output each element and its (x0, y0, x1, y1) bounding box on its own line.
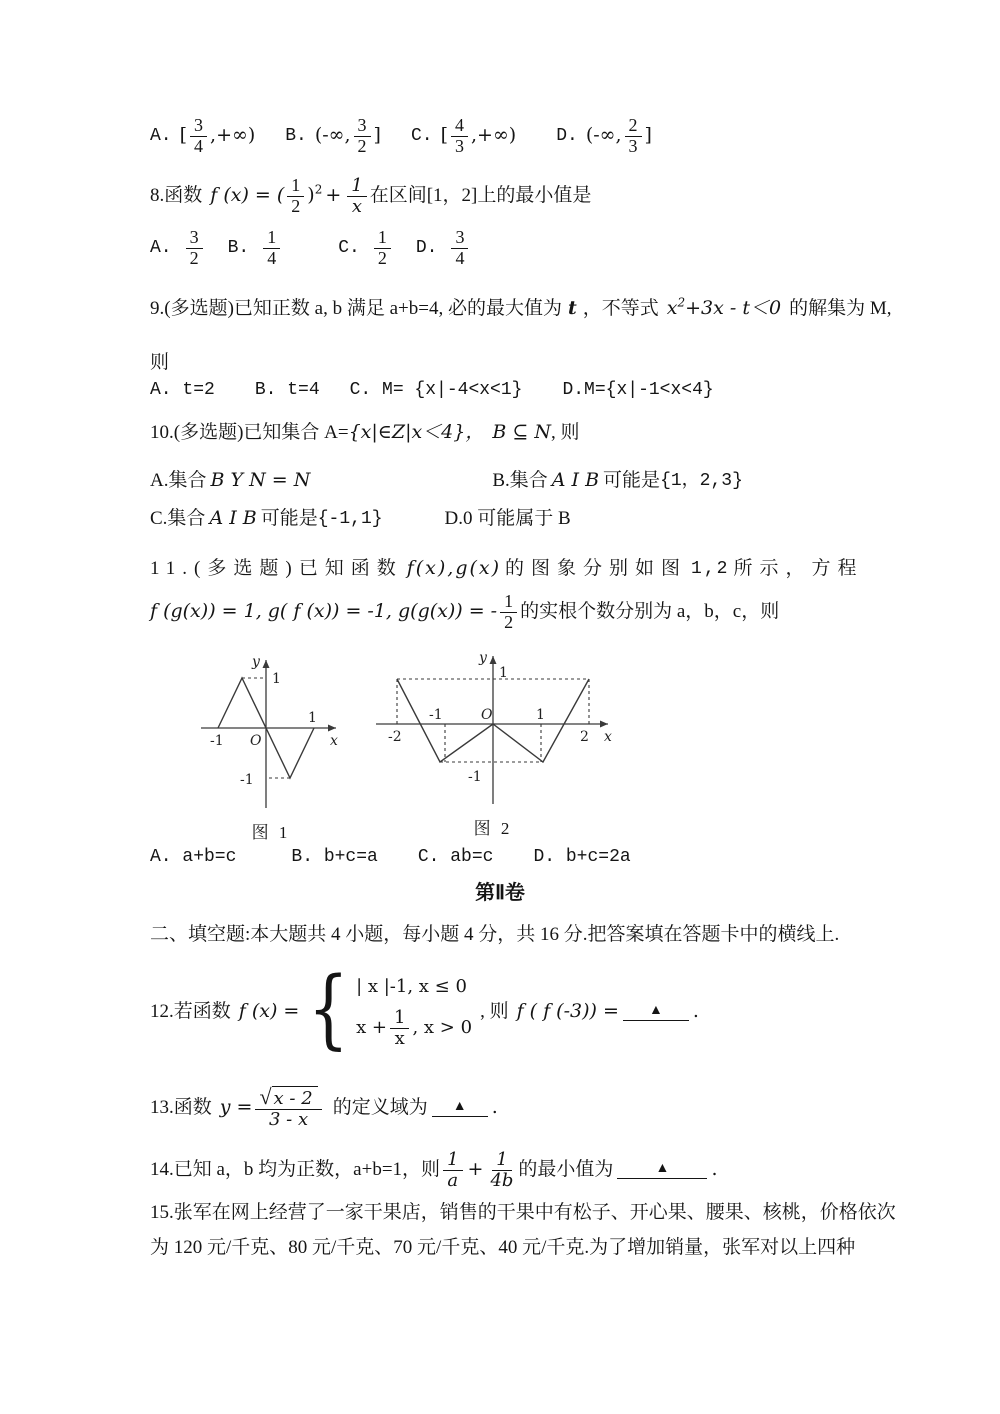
q7-option-b (285, 116, 381, 157)
fig2-xtick-m2: -2 (388, 729, 402, 745)
fig1-ytick-m1: -1 (240, 772, 254, 788)
fig2-ytick-1: 1 (499, 665, 508, 681)
q7-option-d-open: (-∞, (585, 124, 622, 147)
q7-option-d-fraction: $\frac{2}{3}$ (625, 116, 642, 157)
q10-option-a-math: B Y N = N (210, 469, 311, 491)
q8-stem-text1: 8.函数 (150, 185, 203, 207)
q8-fraction-1x: $\frac{1}{x}$ (347, 176, 366, 217)
q13-fraction: √ x - 2 3 - x (255, 1086, 321, 1130)
q9-stem-text2: ，不等式 (582, 298, 659, 319)
q14-stem (150, 1142, 717, 1198)
figure-1 (196, 650, 346, 843)
fig2-xtick-2: 2 (580, 729, 589, 745)
q7-option-c (411, 116, 516, 157)
figure-1-caption: 图 1 (251, 823, 291, 842)
q11-option-b: B. b+c=a (291, 847, 378, 867)
section2-intro: 二、填空题:本大题共 4 小题，每小题 4 分，共 16 分.把答案填在答题卡中的横线上. (150, 924, 840, 945)
q10-options-row2 (150, 506, 571, 532)
q8-fx: f (x) = ( (210, 184, 285, 207)
q7-option-b-close: ] (373, 124, 381, 147)
q9-t-var: t (567, 297, 577, 319)
fig2-y-arrow (490, 656, 497, 664)
q8-options-row (150, 228, 471, 269)
figure-2 (368, 646, 618, 839)
fig2-xtick-1: 1 (536, 707, 545, 723)
fig2-origin-label: O (481, 707, 493, 723)
q12-case2: x + $\frac{1}{x}$ , x > 0 (356, 1007, 473, 1050)
q7-option-a-fraction: $\frac{3}{4}$ (190, 116, 207, 157)
q8-close-paren: )$^2$ (307, 183, 323, 207)
fig2-ytick-m1: -1 (468, 769, 482, 785)
q7-option-a (150, 116, 255, 157)
q7-option-d-label: D. (556, 126, 578, 147)
q7-option-d-close: ] (644, 124, 652, 147)
q14-stem-text2: 的最小值为 (518, 1159, 614, 1181)
figure-1-plot (196, 650, 346, 815)
q7-option-b-label: B. (285, 126, 307, 147)
fig1-origin-label: O (250, 733, 262, 749)
fig1-xtick-1: 1 (308, 710, 317, 726)
q8-option-a-label: A. (150, 238, 172, 259)
q8-option-d-fraction: $\frac{3}{4}$ (451, 228, 468, 269)
q9-then: 则 (150, 352, 170, 373)
q11-stem-text2: 的图象分别如图 (505, 558, 688, 579)
fig2-y-axis-label: y (479, 650, 487, 666)
q10-option-d: D.0 可能属于 B (444, 508, 571, 529)
q10-stem-text2: , 则 (550, 422, 580, 443)
q12-period: . (692, 1000, 699, 1023)
q8-fraction-half: $\frac{1}{2}$ (287, 176, 304, 217)
q8-option-c-fraction: $\frac{1}{2}$ (374, 228, 391, 269)
q13-period: . (491, 1096, 498, 1119)
figure-2-plot (368, 646, 618, 811)
q13-radical: √ x - 2 (259, 1086, 317, 1109)
q7-option-d (556, 116, 652, 157)
q11-stem-text3: 所示，方程 (733, 558, 864, 579)
q11-fig-numbers: 1,2 (691, 558, 730, 579)
q12-answer-blank: ▲ (623, 1004, 689, 1021)
q11-option-a: A. a+b=c (150, 847, 237, 867)
q14-plus: + (467, 1158, 484, 1181)
q10-option-c-label: C.集合 (150, 508, 206, 529)
q11-fraction-half: $\frac{1}{2}$ (500, 592, 517, 633)
q13-stem-text2: 的定义域为 (332, 1097, 428, 1119)
q12-case1: | x |-1, x ≤ 0 (356, 976, 467, 998)
q11-equations: f (g(x)) = 1, g( f (x)) = -1, g(g(x)) = - (150, 600, 498, 623)
q10-stem-text1: 10.(多选题)已知集合 A= (150, 422, 349, 443)
q12-brace: { (308, 959, 350, 1060)
q7-option-c-close: ,+∞) (471, 124, 517, 147)
q11-options-row (150, 845, 631, 869)
q9-option-c: C. M= {x|-4<x<1} (349, 380, 523, 400)
q12-then: , 则 (480, 1001, 509, 1023)
q14-stem-text1: 14.已知 a，b 均为正数，a+b=1，则 (150, 1159, 441, 1181)
q7-option-c-open: [ (440, 124, 448, 147)
q13-y-equals: y = (219, 1096, 253, 1119)
q15-line2: 为 120 元/千克、80 元/千克、70 元/千克、40 元/千克.为了增加销量，张军对以上四种 (150, 1237, 856, 1258)
fig2-x-axis-label: x (604, 729, 612, 745)
q8-option-d-label: D. (415, 238, 438, 259)
q13-answer-blank: ▲ (432, 1100, 488, 1117)
q14-answer-blank: ▲ (617, 1162, 707, 1179)
q7-option-a-open: [ (179, 124, 188, 147)
q12-stem-text1: 12.若函数 (150, 1001, 231, 1023)
q8-option-c-label: C. (338, 238, 360, 259)
q8-stem (150, 176, 591, 217)
q9-options-row (150, 378, 714, 402)
q14-period: . (711, 1158, 718, 1181)
part2-title: 第Ⅱ卷 (475, 882, 525, 904)
q9-option-d: D.M={x|-1<x<4} (562, 380, 714, 400)
q10-options-row1 (150, 468, 743, 494)
fig1-x-axis-label: x (330, 733, 338, 749)
q7-options-row (150, 116, 652, 157)
fig1-ytick-1: 1 (272, 671, 281, 687)
q15-line1: 15.张军在网上经营了一家干果店，销售的干果中有松子、开心果、腰果、核桃，价格依次 (150, 1202, 896, 1223)
q7-option-a-label: A. (150, 126, 172, 147)
q9-stem-text3: 的解集为 M, (789, 298, 892, 319)
q10-option-b-set: {1，2,3} (660, 470, 743, 491)
q11-fg-functions: f(x),g(x) (406, 557, 502, 579)
q12-cases (356, 975, 472, 1049)
q9-inequality: $x^2+3x - t<0$ (666, 295, 782, 319)
q10-b-subset-n: B ⊆ N (492, 421, 551, 443)
fig1-xtick-m1: -1 (210, 733, 224, 749)
q10-set-a: {x|∈Z|x＜4}， (348, 421, 485, 443)
q10-option-c-text: 可能是 (260, 508, 318, 529)
q14-fraction-1a: $\frac{1}{a}$ (443, 1150, 462, 1191)
q10-stem (150, 420, 579, 446)
q12-ff-expr: f ( f (-3)) = (516, 1000, 619, 1023)
q8-option-a-fraction: $\frac{3}{2}$ (186, 228, 203, 269)
fig2-x-arrow (600, 721, 608, 728)
q7-option-a-close: ,+∞) (210, 124, 256, 147)
q13-stem-text1: 13.函数 (150, 1097, 212, 1119)
q8-stem-text2: 在区间[1，2]上的最小值是 (369, 185, 592, 207)
q9-option-a: A. t=2 (150, 380, 215, 400)
q10-option-b-math: A I B (551, 469, 600, 491)
q10-option-a-label: A.集合 (150, 470, 207, 491)
figure-2-caption: 图 2 (473, 819, 513, 838)
q13-stem (150, 1076, 498, 1140)
q11-stem-line2 (150, 592, 779, 633)
q12-stem (150, 959, 699, 1062)
q14-fraction-14b: $\frac{1}{4b}$ (490, 1148, 514, 1191)
q11-stem-text1: 11.(多选题)已知函数 (150, 558, 403, 579)
q11-option-c: C. ab=c (417, 847, 494, 867)
q7-option-b-open: (-∞, (314, 124, 351, 147)
q9-stem-text1: 9.(多选题)已知正数 a, b 满足 a+b=4, 必的最大值为 (150, 298, 562, 319)
q8-plus: + (325, 184, 342, 207)
q9-stem (150, 296, 891, 322)
q12-fx: f (x) = (238, 1000, 300, 1023)
q10-option-c-set: {-1,1} (317, 508, 383, 529)
q7-option-c-label: C. (410, 126, 433, 147)
fig1-x-arrow (328, 725, 336, 732)
fig2-xtick-m1: -1 (429, 707, 443, 723)
fig1-y-arrow (263, 660, 270, 668)
q12-fraction-1x: $\frac{1}{x}$ (390, 1008, 409, 1049)
q7-option-b-fraction: $\frac{3}{2}$ (354, 116, 371, 157)
q8-option-b-fraction: $\frac{1}{4}$ (263, 228, 280, 269)
q11-stem-text4: 的实根个数分别为 a，b，c，则 (520, 601, 780, 623)
q11-stem-line1 (150, 556, 863, 582)
q10-option-b-text: 可能是 (603, 470, 661, 491)
q11-option-d: D. b+c=2a (533, 847, 631, 867)
q7-option-c-fraction: $\frac{4}{3}$ (451, 116, 468, 157)
q9-option-b: B. t=4 (254, 380, 320, 400)
q10-option-b-label: B.集合 (492, 470, 548, 491)
q8-option-b-label: B. (227, 238, 250, 259)
q10-option-c-math: A I B (209, 507, 257, 529)
fig1-y-axis-label: y (252, 654, 260, 670)
